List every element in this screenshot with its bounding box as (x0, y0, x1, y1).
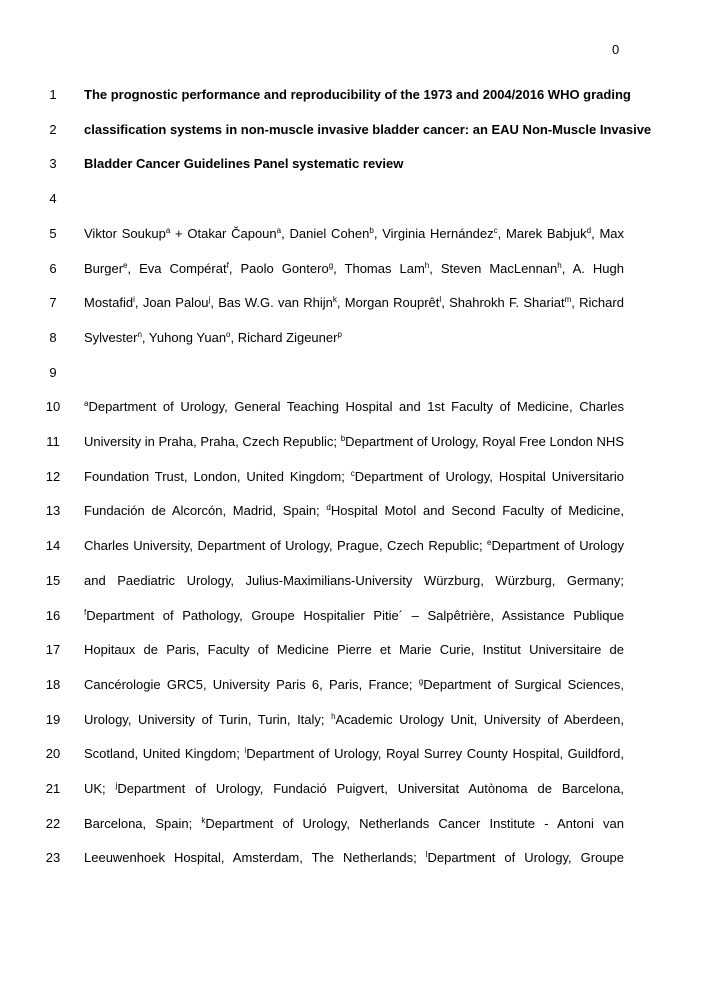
affiliation-line (84, 399, 624, 414)
author-name: A. Hugh (572, 260, 625, 276)
manuscript-line (0, 571, 707, 591)
affiliation-text: Hopitaux de Paris, Faculty of Medicine Pierre et Marie Curie, Institut Universitaire de (84, 642, 624, 658)
line-number: 12 (45, 468, 61, 484)
affiliation-text: Hospital Motol and Second Faculty of Medicine, (330, 503, 624, 519)
affiliation-text: Fundación de Alcorcón, Madrid, Spain; (84, 503, 327, 519)
line-number: 18 (45, 676, 61, 692)
manuscript-line (0, 675, 707, 695)
superscript-marker: c (493, 225, 498, 235)
superscript-marker: l (425, 850, 428, 860)
manuscript-line (0, 640, 707, 660)
line-number: 21 (45, 781, 61, 796)
affiliation-text: Academic Urology Unit, University of Aberdeen, (335, 711, 624, 727)
manuscript-line (0, 293, 707, 313)
affiliation-text: Barcelona, Spain; (84, 815, 202, 831)
line-number: 4 (49, 191, 57, 207)
author-separator: , (333, 260, 345, 276)
author-separator: , (281, 225, 290, 241)
author-separator: , (373, 225, 383, 241)
author-separator: , (141, 329, 149, 345)
affiliation-text: UK; (84, 781, 116, 796)
superscript-marker: g (328, 260, 334, 270)
author-name: Sylvester (84, 329, 138, 345)
affiliation-line (84, 538, 624, 553)
affiliation-text: Leeuwenhoek Hospital, Amsterdam, The Netherlands; (84, 850, 426, 866)
author-separator: , (228, 260, 241, 276)
author-name: Richard (579, 295, 624, 311)
author-name: Paolo Gontero (240, 260, 329, 276)
affiliation-text: Department of Urology (491, 538, 624, 554)
line-number: 20 (45, 746, 61, 762)
page-number: 0 (612, 42, 620, 57)
affiliation-line (84, 677, 624, 692)
manuscript-line (0, 501, 707, 521)
affiliation-text: Department of Urology, Groupe (427, 850, 625, 866)
superscript-marker: a (165, 225, 171, 235)
affiliation-line (84, 469, 624, 484)
manuscript-line (0, 154, 707, 174)
manuscript-line (0, 779, 707, 799)
affiliation-text: University in Praha, Praha, Czech Republic; (84, 434, 341, 449)
affiliation-text: Cancérologie GRC5, University Paris 6, Paris, France; (84, 676, 419, 692)
manuscript-line (0, 363, 707, 383)
manuscript-line (0, 224, 707, 244)
author-line (84, 261, 624, 276)
superscript-marker: a (276, 225, 282, 235)
affiliation-text: Department of Urology, Fundació Puigvert, Universitat Autònoma de Barcelona, (117, 781, 624, 796)
line-number: 17 (45, 642, 61, 658)
line-number: 13 (45, 503, 61, 519)
line-number: 5 (49, 225, 57, 241)
superscript-marker: d (586, 225, 592, 235)
superscript-marker: g (418, 676, 424, 686)
author-name: Otakar Čapoun (187, 225, 277, 241)
line-number: 2 (49, 121, 57, 137)
author-separator: , (591, 225, 600, 241)
line-number: 6 (49, 260, 57, 276)
author-name: Steven MacLennan (440, 260, 558, 276)
author-line (84, 295, 624, 310)
superscript-marker: e (487, 538, 492, 548)
author-separator: , (230, 329, 238, 345)
author-separator: + (170, 225, 188, 241)
author-separator: , (571, 295, 580, 311)
manuscript-line (0, 432, 707, 452)
affiliation-text: Department of Surgical Sciences, (423, 676, 624, 692)
author-separator: , (497, 225, 507, 241)
affiliation-line (84, 434, 624, 449)
manuscript-line (0, 259, 707, 279)
line-number: 16 (45, 607, 61, 623)
superscript-marker: h (424, 260, 430, 270)
superscript-marker: o (226, 329, 231, 339)
affiliation-text: Urology, University of Turin, Turin, Italy; (84, 711, 332, 727)
author-line (84, 226, 624, 241)
superscript-marker: c (350, 468, 355, 478)
superscript-marker: k (201, 815, 206, 825)
superscript-marker: a (84, 399, 89, 409)
manuscript-line (0, 814, 707, 834)
author-name: Morgan Rouprêt (344, 295, 440, 311)
author-name: Richard Zigeuner (237, 329, 338, 345)
line-number: 15 (45, 572, 61, 588)
author-separator: , (561, 260, 573, 276)
affiliation-line (84, 573, 624, 588)
superscript-marker: k (332, 295, 337, 305)
affiliation-text: and Paediatric Urology, Julius-Maximilians-University Würzburg, Würzburg, Germany; (84, 572, 624, 588)
affiliation-text: Foundation Trust, London, United Kingdom; (84, 468, 351, 484)
author-separator: , (429, 260, 441, 276)
superscript-marker: i (133, 295, 135, 305)
superscript-marker: j (115, 781, 118, 790)
superscript-marker: n (137, 329, 142, 339)
author-name: Burger (84, 260, 124, 276)
superscript-marker: h (557, 260, 562, 270)
superscript-marker: e (123, 260, 128, 270)
affiliation-text: Charles University, Department of Urology, Prague, Czech Republic; (84, 538, 488, 554)
line-number: 1 (49, 87, 57, 102)
affiliation-text: Department of Urology, Netherlands Cancer Institute - Antoni van (205, 815, 624, 831)
affiliation-line (84, 642, 624, 657)
line-number: 23 (45, 850, 61, 866)
affiliation-line (84, 781, 624, 796)
affiliation-text: Department of Urology, Royal Surrey County Hospital, Guildford, (246, 746, 624, 762)
author-name: Mostafid (84, 295, 134, 311)
superscript-marker: f (84, 607, 87, 617)
manuscript-line (0, 744, 707, 764)
manuscript-line (0, 710, 707, 730)
line-number: 19 (45, 711, 61, 727)
affiliation-text: Department of Urology, Royal Free London NHS (345, 434, 624, 449)
line-number: 3 (49, 156, 57, 172)
title-line: Bladder Cancer Guidelines Panel systematic review (84, 156, 404, 172)
author-name: Bas W.G. van Rhijn (218, 295, 333, 311)
line-number: 7 (49, 295, 57, 311)
affiliation-line (84, 712, 624, 727)
superscript-marker: j (208, 295, 211, 305)
author-name: Thomas Lam (344, 260, 425, 276)
affiliation-text: Scotland, United Kingdom; (84, 746, 245, 762)
superscript-marker: b (369, 225, 374, 235)
author-separator: , (134, 295, 143, 311)
author-name: Eva Compérat (139, 260, 227, 276)
author-name: Joan Palou (142, 295, 209, 311)
superscript-marker: i (244, 746, 247, 756)
affiliation-text: Department of Urology, General Teaching Hospital and 1st Faculty of Medicine, Charles (88, 399, 624, 415)
author-separator: , (127, 260, 140, 276)
superscript-marker: f (226, 260, 229, 270)
manuscript-line (0, 536, 707, 556)
author-name: Max (599, 225, 624, 241)
manuscript-line (0, 467, 707, 487)
author-name: Shahrokh F. Shariat (449, 295, 565, 311)
line-number: 10 (45, 399, 61, 415)
line-number: 8 (49, 329, 57, 345)
author-separator: , (336, 295, 345, 311)
author-name: Yuhong Yuan (148, 329, 227, 345)
superscript-marker: h (331, 711, 336, 721)
superscript-marker: d (326, 503, 331, 513)
affiliation-line (84, 608, 624, 623)
author-name: Virginia Hernández (382, 225, 494, 241)
author-name: Daniel Cohen (289, 225, 370, 241)
manuscript-line (0, 848, 707, 868)
line-number: 14 (45, 538, 61, 554)
affiliation-line (84, 850, 624, 865)
manuscript-line (0, 189, 707, 209)
affiliation-line (84, 816, 624, 831)
superscript-marker: p (337, 329, 342, 339)
author-name: Viktor Soukup (84, 225, 166, 241)
line-number: 22 (45, 815, 61, 831)
superscript-marker: m (564, 295, 572, 305)
title-line: classification systems in non-muscle invasive bladder cancer: an EAU Non-Muscle Invasive (84, 121, 652, 137)
manuscript-line (0, 397, 707, 417)
author-line (84, 330, 624, 345)
title-line: The prognostic performance and reproducibility of the 1973 and 2004/2016 WHO grading (84, 87, 631, 102)
line-number: 11 (46, 434, 60, 449)
author-separator: , (210, 295, 219, 311)
manuscript-line (0, 85, 707, 105)
author-name: Marek Babjuk (506, 225, 587, 241)
superscript-marker: l (439, 295, 442, 305)
manuscript-line (0, 120, 707, 140)
author-separator: , (441, 295, 450, 311)
manuscript-line (0, 606, 707, 626)
superscript-marker: b (340, 434, 346, 443)
affiliation-text: Department of Urology, Hospital Universitario (354, 468, 624, 484)
line-number: 9 (49, 364, 57, 380)
manuscript-line (0, 328, 707, 348)
affiliation-line (84, 503, 624, 518)
affiliation-text: Department of Pathology, Groupe Hospitalier Pitie´ – Salpêtrière, Assistance Publique (86, 607, 624, 623)
affiliation-line (84, 746, 624, 761)
